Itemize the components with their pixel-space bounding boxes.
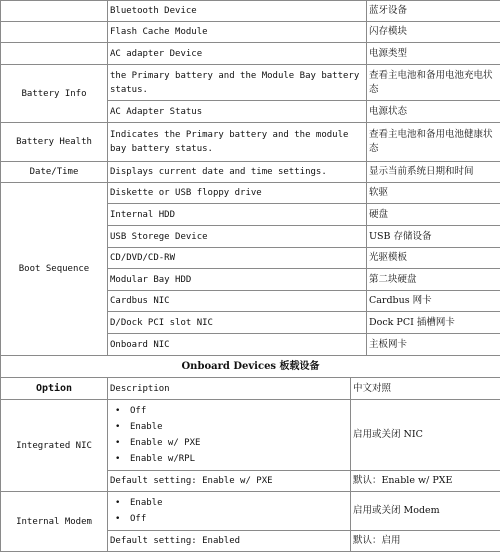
onboard-devices-table <box>0 355 500 552</box>
desc-cell: the Primary battery and the Module Bay battery status. <box>108 65 367 101</box>
option-cell-empty <box>1 1 108 22</box>
option-cell: Integrated NIC <box>1 400 108 492</box>
list-item: • Off <box>110 511 348 527</box>
table-row <box>1 1 500 22</box>
option-cell: Date/Time <box>1 162 108 183</box>
desc-cell: AC adapter Device <box>108 43 367 65</box>
desc-cell: Onboard NIC <box>108 334 367 356</box>
list-item: • Enable <box>110 495 348 511</box>
zh-cell: 硬盘 <box>367 204 500 226</box>
zh-cell: Cardbus 网卡 <box>367 291 500 312</box>
desc-cell: USB Storege Device <box>108 226 367 248</box>
list-item: • Off <box>110 403 348 419</box>
zh-cell: 闪存模块 <box>367 22 500 43</box>
zh-cell: USB 存储设备 <box>367 226 500 248</box>
desc-cell: Indicates the Primary battery and the module bay battery status. <box>108 123 367 162</box>
zh-cell: Dock PCI 插槽网卡 <box>367 312 500 334</box>
section-title-row <box>1 356 500 378</box>
desc-cell: Modular Bay HDD <box>108 269 367 291</box>
zh-cell: 第二块硬盘 <box>367 269 500 291</box>
section-title: Onboard Devices 板载设备 <box>1 356 500 378</box>
header-row <box>1 378 500 400</box>
desc-cell: Cardbus NIC <box>108 291 367 312</box>
zh-cell: 启用或关闭 NIC <box>351 400 500 471</box>
option-cell-empty <box>1 22 108 43</box>
table-row <box>1 65 500 101</box>
desc-cell: CD/DVD/CD-RW <box>108 248 367 269</box>
zh-cell: 显示当前系统日期和时间 <box>367 162 500 183</box>
table-row <box>1 22 500 43</box>
desc-cell: Internal HDD <box>108 204 367 226</box>
list-item: • Enable <box>110 419 348 435</box>
option-cell: Battery Info <box>1 65 108 123</box>
zh-cell: 启用或关闭 Modem <box>351 492 500 531</box>
zh-cell: 查看主电池和备用电池充电状态 <box>367 65 500 101</box>
zh-cell: 光驱模板 <box>367 248 500 269</box>
description-header: Description <box>108 378 351 400</box>
default-zh-cell: 默认：Enable w/ PXE <box>351 471 500 492</box>
zh-cell: 软驱 <box>367 183 500 204</box>
chinese-header: 中文对照 <box>351 378 500 400</box>
default-setting-cell: Default setting: Enable w/ PXE <box>108 471 351 492</box>
zh-cell: 主板网卡 <box>367 334 500 356</box>
table-row <box>1 183 500 204</box>
default-setting-cell: Default setting: Enabled <box>108 531 351 552</box>
option-cell-empty <box>1 43 108 65</box>
option-cell: Battery Health <box>1 123 108 162</box>
option-cell: Internal Modem <box>1 492 108 552</box>
table-row <box>1 123 500 162</box>
table-row <box>1 400 500 471</box>
desc-cell: AC Adapter Status <box>108 101 367 123</box>
desc-cell: Bluetooth Device <box>108 1 367 22</box>
desc-cell: Displays current date and time settings. <box>108 162 367 183</box>
internal-modem-options <box>110 495 348 527</box>
zh-cell: 查看主电池和备用电池健康状态 <box>367 123 500 162</box>
zh-cell: 电源类型 <box>367 43 500 65</box>
desc-cell: Diskette or USB floppy drive <box>108 183 367 204</box>
options-list-cell <box>108 492 351 531</box>
desc-cell: Flash Cache Module <box>108 22 367 43</box>
options-list-cell <box>108 400 351 471</box>
desc-cell: D/Dock PCI slot NIC <box>108 312 367 334</box>
default-zh-cell: 默认：启用 <box>351 531 500 552</box>
table-row <box>1 162 500 183</box>
list-item: • Enable w/RPL <box>110 451 348 467</box>
table-row <box>1 43 500 65</box>
integrated-nic-options <box>110 403 348 467</box>
option-cell: Boot Sequence <box>1 183 108 356</box>
list-item: • Enable w/ PXE <box>110 435 348 451</box>
zh-cell: 电源状态 <box>367 101 500 123</box>
table-row <box>1 492 500 531</box>
zh-cell: 蓝牙设备 <box>367 1 500 22</box>
option-header: Option <box>1 378 108 400</box>
